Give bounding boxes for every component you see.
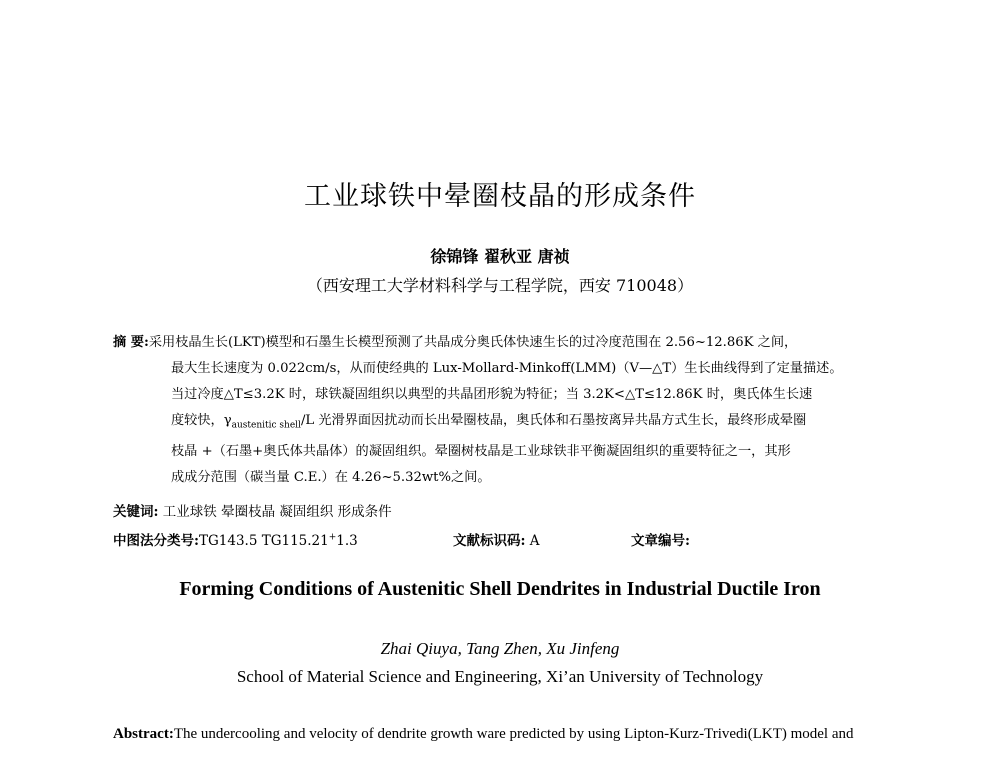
clc-value-sup: +: [328, 532, 337, 543]
keywords-label: 关键词:: [113, 504, 159, 520]
article-no-label: 文章编号:: [631, 533, 690, 549]
abstract-en-text: The undercooling and velocity of dendrite growth ware predicted by using Lipton-Kurz-Trivedi(LKT) model and: [173, 726, 854, 742]
abstract-text-4a: 度较快，: [171, 413, 224, 428]
abstract-text-4b: /L 光滑界面因扰动而长出晕圈枝晶，奥氏体和石墨按离异共晶方式生长，最终形成晕圈: [300, 413, 807, 428]
title-chinese: 工业球铁中晕圈枝晶的形成条件: [304, 181, 696, 212]
abstract-line-1: [113, 330, 903, 356]
clc-value-b: 1.3: [336, 533, 358, 549]
abstract-line-3: 当过冷度△T≤3.2K 时，球铁凝固组织以典型的共晶团形貌为特征；当 3.2K<△T≤12.86K 时，奥氏体生长速: [171, 387, 813, 402]
authors-chinese: 徐锦锋 翟秋亚 唐祯: [430, 247, 570, 266]
abstract-line-6: 成成分范围（碳当量 C.E.）在 4.26~5.32wt%之间。: [171, 469, 491, 485]
authors-english: Zhai Qiuya, Tang Zhen, Xu Jinfeng: [380, 639, 620, 658]
keywords: [113, 500, 392, 520]
doc-code-value: A: [529, 533, 540, 549]
classification-line: [113, 529, 913, 549]
affiliation-english: School of Material Science and Engineering, Xi’an University of Technology: [236, 667, 764, 686]
doc-code-group: [453, 529, 631, 549]
clc-group: [113, 529, 453, 549]
clc-value-a: TG143.5 TG115.21: [198, 533, 329, 549]
keywords-text: 工业球铁 晕圈枝晶 凝固组织 形成条件: [162, 504, 392, 520]
abstract-line-4: [113, 408, 903, 439]
abstract-english: [113, 726, 913, 743]
gamma-subscript: austenitic shell: [231, 420, 301, 431]
affiliation-chinese: （西安理工大学材料科学与工程学院，西安 710048）: [306, 276, 694, 295]
abstract-chinese: [113, 330, 903, 491]
title-english: Forming Conditions of Austenitic Shell Dendrites in Industrial Ductile Iron: [179, 578, 821, 600]
article-no-group: [631, 529, 690, 549]
abstract-label: 摘 要:: [113, 335, 149, 350]
clc-label: 中图法分类号:: [113, 533, 199, 549]
abstract-text-1: 采用枝晶生长(LKT)模型和石墨生长模型预测了共晶成分奥氏体快速生长的过冷度范围在 2.56~12.86K 之间，: [148, 335, 798, 350]
abstract-en-label: Abstract:: [113, 726, 174, 742]
abstract-line-5: 枝晶 +（石墨+奥氏体共晶体）的凝固组织。晕圈树枝晶是工业球铁非平衡凝固组织的重要特征之一，其形: [171, 443, 791, 459]
abstract-line-2: 最大生长速度为 0.022cm/s，从而使经典的 Lux-Mollard-Minkoff(LMM)（V—△T）生长曲线得到了定量描述。: [171, 361, 843, 376]
doc-code-label: 文献标识码:: [453, 533, 526, 549]
gamma-symbol: γ: [223, 413, 232, 428]
